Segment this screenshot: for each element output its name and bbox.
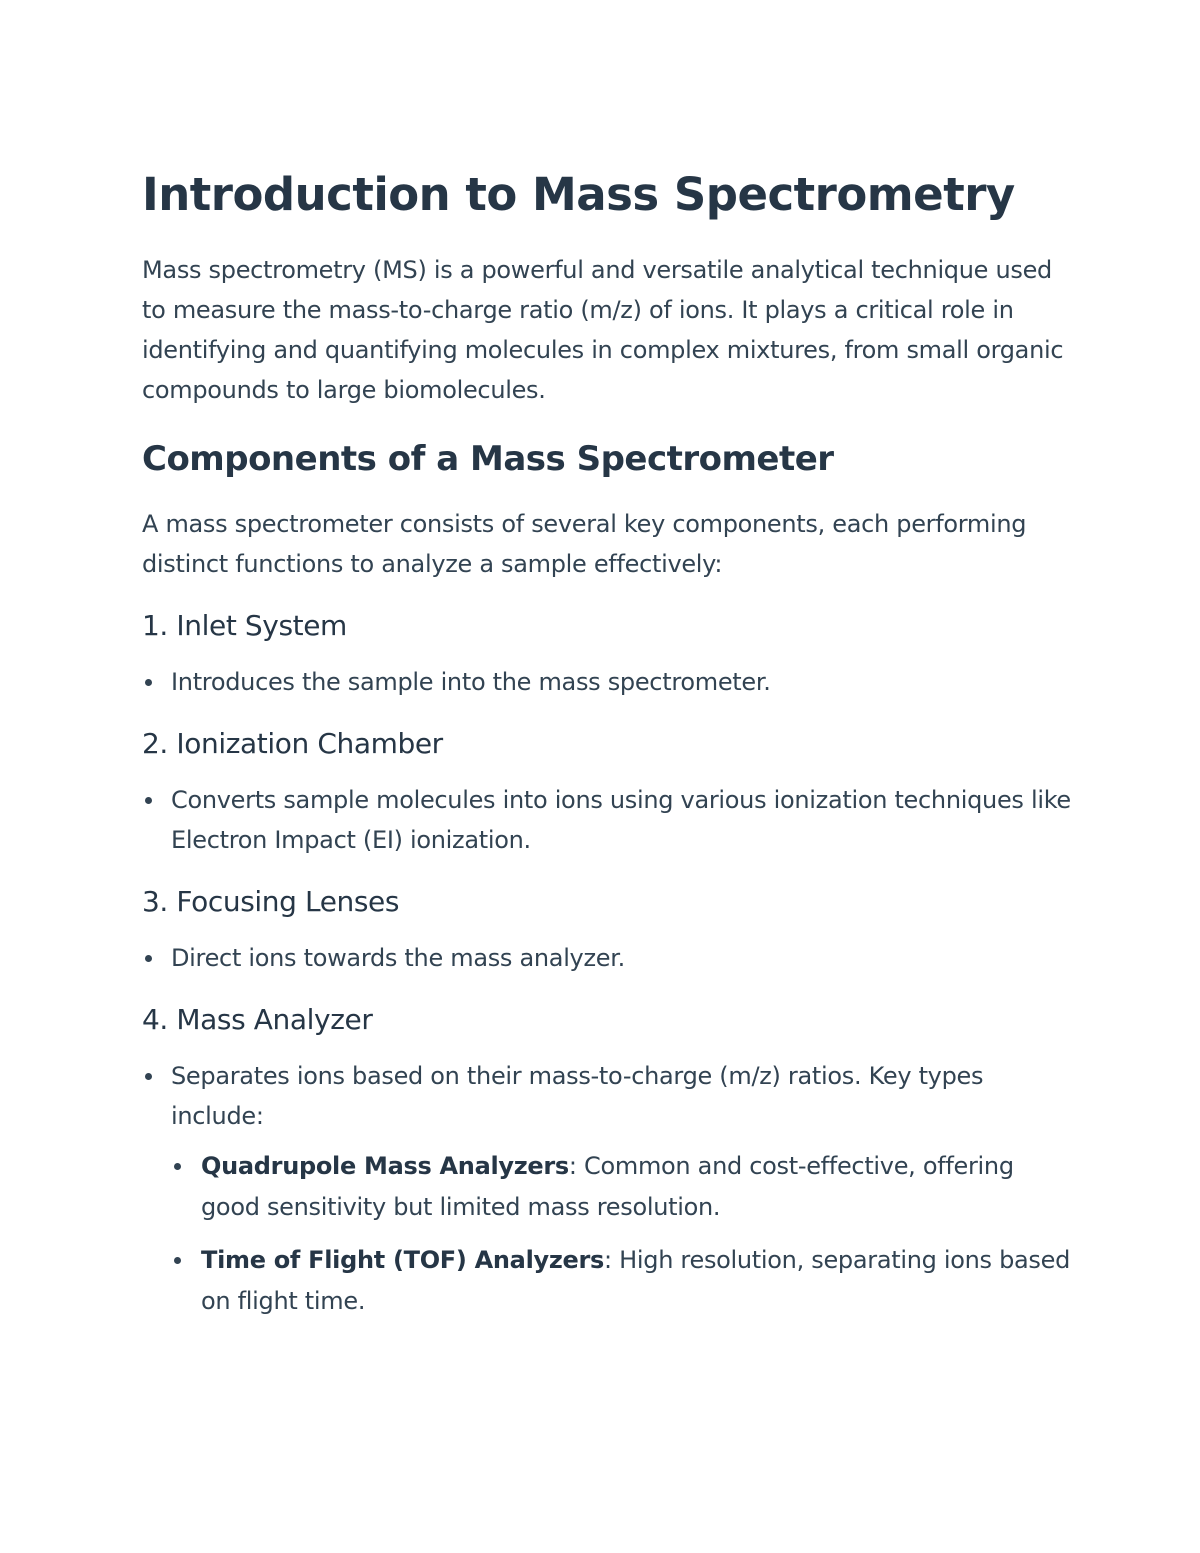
sub-item-term: Quadrupole Mass Analyzers (201, 1152, 569, 1180)
mass-analyzer-list (142, 1056, 1072, 1322)
sub-list-item (171, 1240, 1072, 1322)
sub-item-term: Time of Flight (TOF) Analyzers (201, 1246, 605, 1274)
inlet-system-list (142, 662, 1072, 702)
focusing-lenses-list (142, 938, 1072, 978)
list-item (142, 1056, 1072, 1322)
page-title: Introduction to Mass Spectrometry (142, 168, 1015, 221)
section-heading-ionization-chamber: 2. Ionization Chamber (142, 727, 443, 760)
sub-list-item (171, 1146, 1072, 1228)
section-heading-focusing-lenses: 3. Focusing Lenses (142, 885, 400, 918)
sub-item-description: : Common and cost-effective, offering good sensitivity but limited mass resolution. (201, 1152, 1014, 1221)
components-heading: Components of a Mass Spectrometer (142, 439, 834, 479)
intro-paragraph: Mass spectrometry (MS) is a powerful and versatile analytical technique used to measure the mass-to-charge ratio (m/z) of ions. It plays a critical role in identifying and quantifying molecules in complex mixtures, from small organic compounds to large biomolecules. (142, 256, 1064, 404)
analyzer-types-list (171, 1146, 1072, 1322)
section-heading-inlet-system: 1. Inlet System (142, 609, 347, 642)
document-page (142, 166, 1072, 1334)
list-item: Introduces the sample into the mass spectrometer. (142, 662, 1072, 702)
section-heading-mass-analyzer: 4. Mass Analyzer (142, 1003, 373, 1036)
list-item: Converts sample molecules into ions using various ionization techniques like Electron Impact (EI) ionization. (142, 780, 1072, 860)
components-lead-paragraph: A mass spectrometer consists of several key components, each performing distinct functions to analyze a sample effectively: (142, 510, 1027, 578)
sub-item-description: : High resolution, separating ions based on flight time. (201, 1246, 1071, 1315)
list-item: Direct ions towards the mass analyzer. (142, 938, 1072, 978)
list-item-text: Separates ions based on their mass-to-charge (m/z) ratios. Key types include: (171, 1062, 984, 1130)
ionization-chamber-list (142, 780, 1072, 860)
